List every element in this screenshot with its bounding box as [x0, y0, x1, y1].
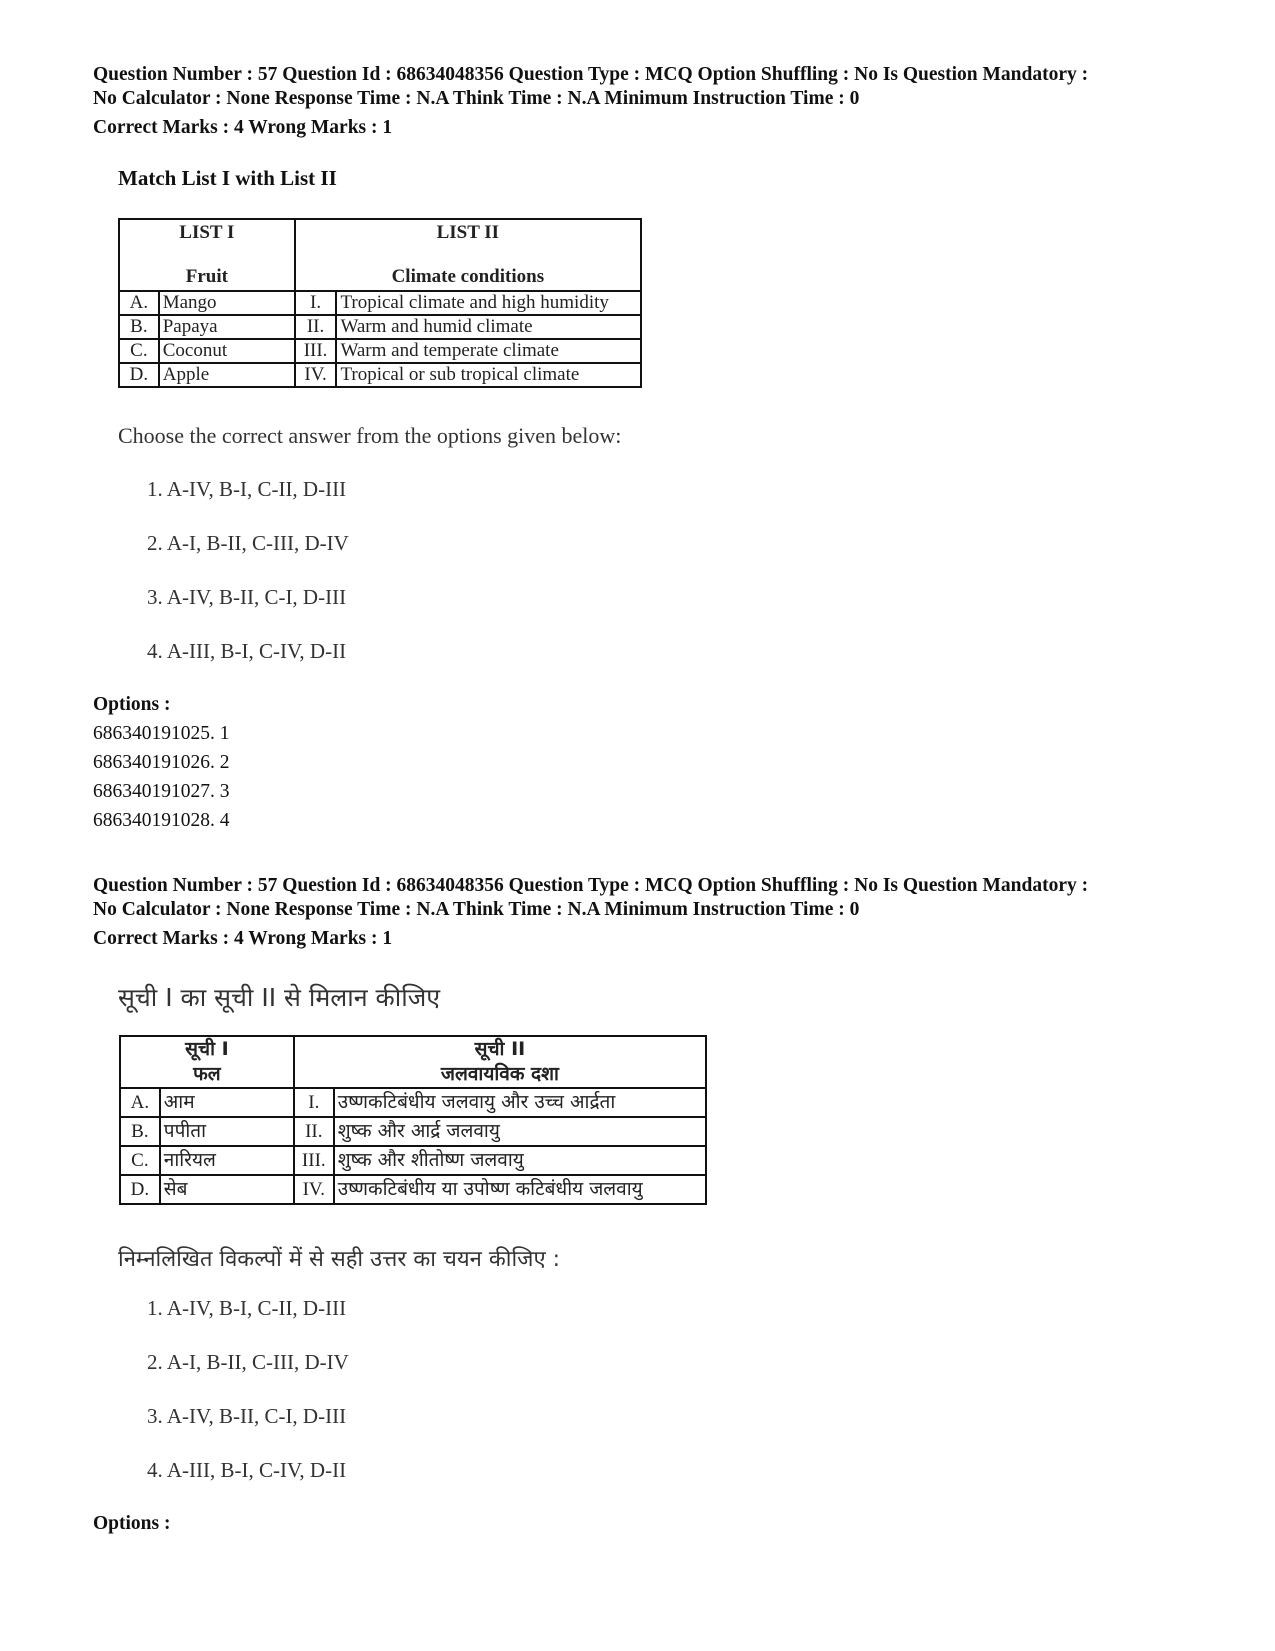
list-2-subtitle: Climate conditions: [391, 266, 545, 287]
table-row: [120, 1175, 706, 1204]
question-meta-line-1: Question Number : 57 Question Id : 68634048356 Question Type : MCQ Option Shuffling : No Is Question Mandatory :: [93, 875, 1089, 896]
list-1-subtitle: फल: [193, 1063, 221, 1085]
answer-choice: 3. A-IV, B-II, C-I, D-III: [147, 1404, 347, 1428]
row-letter: D.: [119, 363, 159, 387]
row-desc: Warm and humid climate: [336, 315, 641, 339]
list-2-subtitle: जलवायविक दशा: [440, 1063, 559, 1085]
option-id: 686340191025. 1: [93, 723, 230, 744]
row-item: Apple: [159, 363, 295, 387]
row-letter: C.: [119, 339, 159, 363]
option-id: 686340191028. 4: [93, 810, 230, 831]
option-id: 686340191027. 3: [93, 781, 230, 802]
row-roman: III.: [294, 1146, 334, 1175]
row-roman: IV.: [295, 363, 337, 387]
list-1-subtitle: Fruit: [185, 266, 228, 287]
table-row: [119, 315, 641, 339]
row-desc: शुष्क और आर्द्र जलवायु: [334, 1117, 706, 1146]
option-id: 686340191026. 2: [93, 752, 230, 773]
answer-choice: 3. A-IV, B-II, C-I, D-III: [147, 585, 347, 609]
row-desc: Tropical climate and high humidity: [336, 291, 641, 315]
row-item: Papaya: [159, 315, 295, 339]
row-item: Mango: [159, 291, 295, 315]
answer-choice: 1. A-IV, B-I, C-II, D-III: [147, 477, 347, 501]
table-row: [120, 1146, 706, 1175]
list-2-title: सूची II: [474, 1038, 526, 1060]
row-letter: B.: [119, 315, 159, 339]
list-1-header: [120, 1036, 294, 1088]
row-roman: III.: [295, 339, 337, 363]
question-meta-line-2: No Calculator : None Response Time : N.A Think Time : N.A Minimum Instruction Time : 0: [93, 899, 860, 920]
match-table: [119, 1035, 707, 1205]
answer-choice: 1. A-IV, B-I, C-II, D-III: [147, 1296, 347, 1320]
options-label: Options :: [93, 1513, 171, 1534]
table-row: [119, 363, 641, 387]
answer-choice: 2. A-I, B-II, C-III, D-IV: [147, 531, 349, 555]
row-item: सेब: [160, 1175, 294, 1204]
row-item: पपीता: [160, 1117, 294, 1146]
row-roman: II.: [294, 1117, 334, 1146]
answer-choice: 4. A-III, B-I, C-IV, D-II: [147, 639, 347, 663]
table-row: [120, 1088, 706, 1117]
match-table: [118, 218, 642, 388]
row-desc: Warm and temperate climate: [336, 339, 641, 363]
list-1-title: सूची I: [185, 1038, 229, 1060]
row-desc: उष्णकटिबंधीय जलवायु और उच्च आर्द्रता: [334, 1088, 706, 1117]
row-roman: IV.: [294, 1175, 334, 1204]
choose-instruction: निम्नलिखित विकल्पों में से सही उत्तर का चयन कीजिए :: [118, 1247, 561, 1272]
question-meta-line-2: No Calculator : None Response Time : N.A Think Time : N.A Minimum Instruction Time : 0: [93, 88, 860, 109]
choose-instruction: Choose the correct answer from the options given below:: [118, 423, 622, 448]
row-desc: Tropical or sub tropical climate: [336, 363, 641, 387]
list-2-title: LIST II: [436, 222, 500, 243]
table-row: [120, 1117, 706, 1146]
question-marks: Correct Marks : 4 Wrong Marks : 1: [93, 928, 393, 949]
list-1-header: [119, 219, 295, 291]
row-roman: I.: [295, 291, 337, 315]
row-roman: I.: [294, 1088, 334, 1117]
row-letter: B.: [120, 1117, 160, 1146]
answer-choice: 4. A-III, B-I, C-IV, D-II: [147, 1458, 347, 1482]
row-item: आम: [160, 1088, 294, 1117]
list-2-header: [295, 219, 641, 291]
row-roman: II.: [295, 315, 337, 339]
list-2-header: [294, 1036, 706, 1088]
question-marks: Correct Marks : 4 Wrong Marks : 1: [93, 117, 393, 138]
table-row: [119, 339, 641, 363]
row-letter: D.: [120, 1175, 160, 1204]
question-heading: सूची I का सूची II से मिलान कीजिए: [118, 983, 441, 1012]
row-item: Coconut: [159, 339, 295, 363]
row-item: नारियल: [160, 1146, 294, 1175]
answer-choice: 2. A-I, B-II, C-III, D-IV: [147, 1350, 349, 1374]
row-letter: C.: [120, 1146, 160, 1175]
options-label: Options :: [93, 694, 171, 715]
row-desc: शुष्क और शीतोष्ण जलवायु: [334, 1146, 706, 1175]
row-letter: A.: [119, 291, 159, 315]
row-letter: A.: [120, 1088, 160, 1117]
table-row: [119, 291, 641, 315]
question-heading: Match List I with List II: [118, 166, 337, 190]
list-1-title: LIST I: [179, 222, 235, 243]
question-meta-line-1: Question Number : 57 Question Id : 68634048356 Question Type : MCQ Option Shuffling : No Is Question Mandatory :: [93, 64, 1089, 85]
row-desc: उष्णकटिबंधीय या उपोष्ण कटिबंधीय जलवायु: [334, 1175, 706, 1204]
